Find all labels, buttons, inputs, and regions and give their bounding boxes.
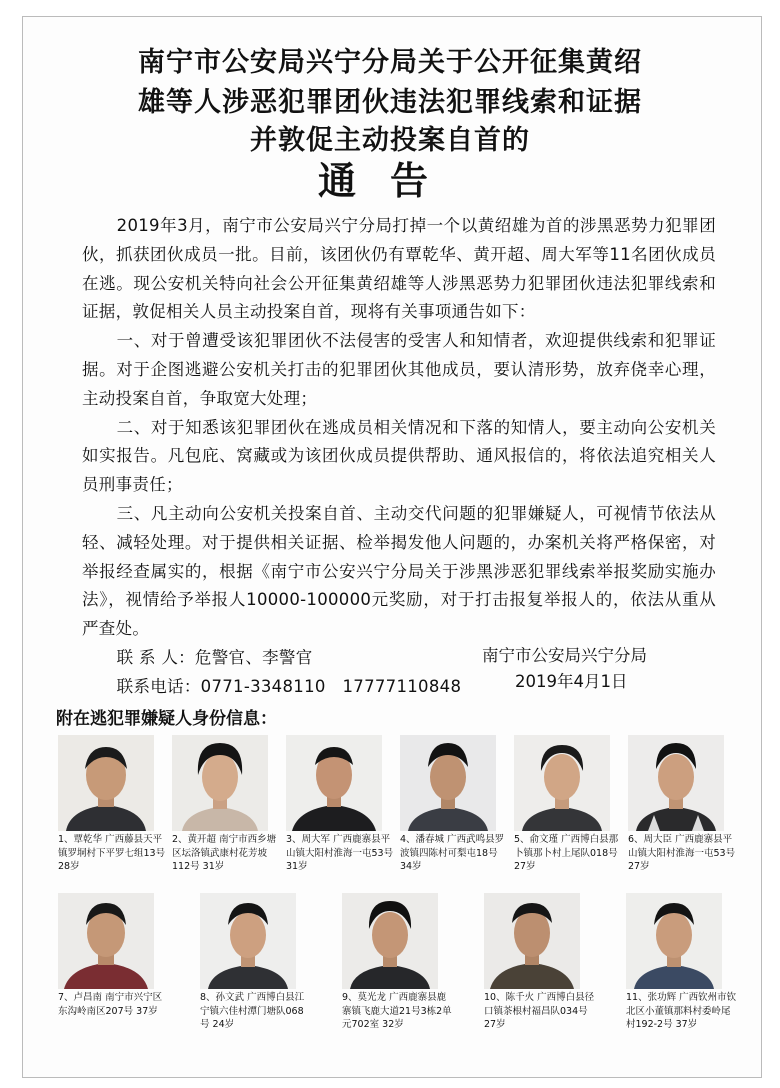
title-line-3: 并敦促主动投案自首的 [250, 125, 530, 156]
suspect-card [58, 893, 170, 1018]
suspect-caption: 7、卢昌南 南宁市兴宁区东沟岭南区207号 37岁 [58, 992, 163, 1017]
suspect-photo [172, 735, 268, 831]
title-line-2: 雄等人涉恶犯罪团伙违法犯罪线索和证据 [138, 87, 642, 118]
title-notice: 通告 [317, 159, 462, 203]
paragraph-intro: 2019年3月，南宁市公安局兴宁分局打掉一个以黄绍雄为首的涉黑恶势力犯罪团伙，抓获团伙成员一批。目前，该团伙仍有覃乾华、黄开超、周大军等11名团伙成员在逃。现公安机关特向社会公开征集黄绍雄等人涉黑恶势力犯罪团伙违法犯罪线索和证据，敦促相关人员主动投案自首，现将有关事项通告如下： [82, 216, 716, 322]
signature-org: 南宁市公安局兴宁分局 [482, 646, 647, 665]
attachment-heading: 附在逃犯罪嫌疑人身份信息： [56, 709, 277, 729]
notice-body [82, 212, 716, 702]
suspect-card [514, 735, 626, 874]
suspect-photo [58, 735, 154, 831]
paragraph-item-2: 二、对于知悉该犯罪团伙在逃成员相关情况和下落的知情人，要主动向公安机关如实报告。凡包庇、窝藏或为该团伙成员提供帮助、通风报信的，将依法追究相关人员刑事责任； [82, 417, 716, 495]
suspect-caption: 8、孙文武 广西博白县江宁镇六佳村潭门塘队068号 24岁 [200, 992, 305, 1030]
contact-person: 联 系 人：危警官、李警官 [116, 647, 313, 667]
contact-phone: 联系电话：0771-3348110 17777110848 [116, 676, 462, 696]
suspect-photo [514, 735, 610, 831]
suspect-photo [626, 893, 722, 989]
suspect-caption: 11、张功辉 广西钦州市钦北区小董镇那料村委岭尾村192-2号 37岁 [626, 992, 737, 1030]
suspect-caption: 6、周大臣 广西鹿寨县平山镇大阳村淮海一屯53号 27岁 [628, 834, 736, 872]
suspect-card [484, 893, 596, 1032]
suspect-photo [628, 735, 724, 831]
suspect-caption: 5、俞文瑾 广西博白县那卜镇那卜村上尾队018号 27岁 [514, 834, 619, 872]
paragraph-item-1: 一、对于曾遭受该犯罪团伙不法侵害的受害人和知情者，欢迎提供线索和犯罪证据。对于企图逃避公安机关打击的犯罪团伙其他成员，要认清形势，放弃侥幸心理，主动投案自首，争取宽大处理； [82, 331, 716, 408]
suspect-caption: 10、陈千火 广西博白县径口镇茶根村福昌队034号 27岁 [484, 992, 595, 1030]
suspect-photo [58, 893, 154, 989]
paragraph-item-3: 三、凡主动向公安机关投案自首、主动交代问题的犯罪嫌疑人，可视情节依法从轻、减轻处理。对于提供相关证据、检举揭发他人问题的，办案机关将严格保密，对举报经查属实的，根据《南宁市公安兴宁分局关于涉黑涉恶犯罪线索举报奖励实施办法》，视情给予举报人10000-100000元奖励，对于打击报复举报人的，依法从重从严查处。 [82, 503, 716, 639]
suspect-card [172, 735, 284, 874]
suspect-card [200, 893, 312, 1032]
suspect-photo [200, 893, 296, 989]
suspect-caption: 9、莫光龙 广西鹿寨县鹿寨镇飞鹿大道21号3栋2单元702室 32岁 [342, 992, 452, 1030]
suspect-photo [400, 735, 496, 831]
suspect-card [58, 735, 170, 874]
suspect-card [286, 735, 398, 874]
suspect-card [626, 893, 738, 1032]
suspect-caption: 3、周大军 广西鹿寨县平山镇大阳村淮海一屯53号 31岁 [286, 834, 394, 872]
suspect-card [628, 735, 740, 874]
suspect-photo [286, 735, 382, 831]
suspect-caption: 2、黄开超 南宁市西乡塘区坛洛镇武康村花芳坡112号 31岁 [172, 834, 277, 872]
suspect-card [400, 735, 512, 874]
suspect-photo [342, 893, 438, 989]
suspect-caption: 1、覃乾华 广西藤县天平镇罗垌村下平罗七组13号 28岁 [58, 834, 166, 872]
signature-date: 2019年4月1日 [515, 672, 628, 691]
title-line-1: 南宁市公安局兴宁分局关于公开征集黄绍 [138, 47, 642, 78]
suspect-photo [484, 893, 580, 989]
suspect-caption: 4、潘春城 广西武鸣县罗波镇四陈村可梨屯18号 34岁 [400, 834, 508, 872]
suspect-card [342, 893, 454, 1032]
